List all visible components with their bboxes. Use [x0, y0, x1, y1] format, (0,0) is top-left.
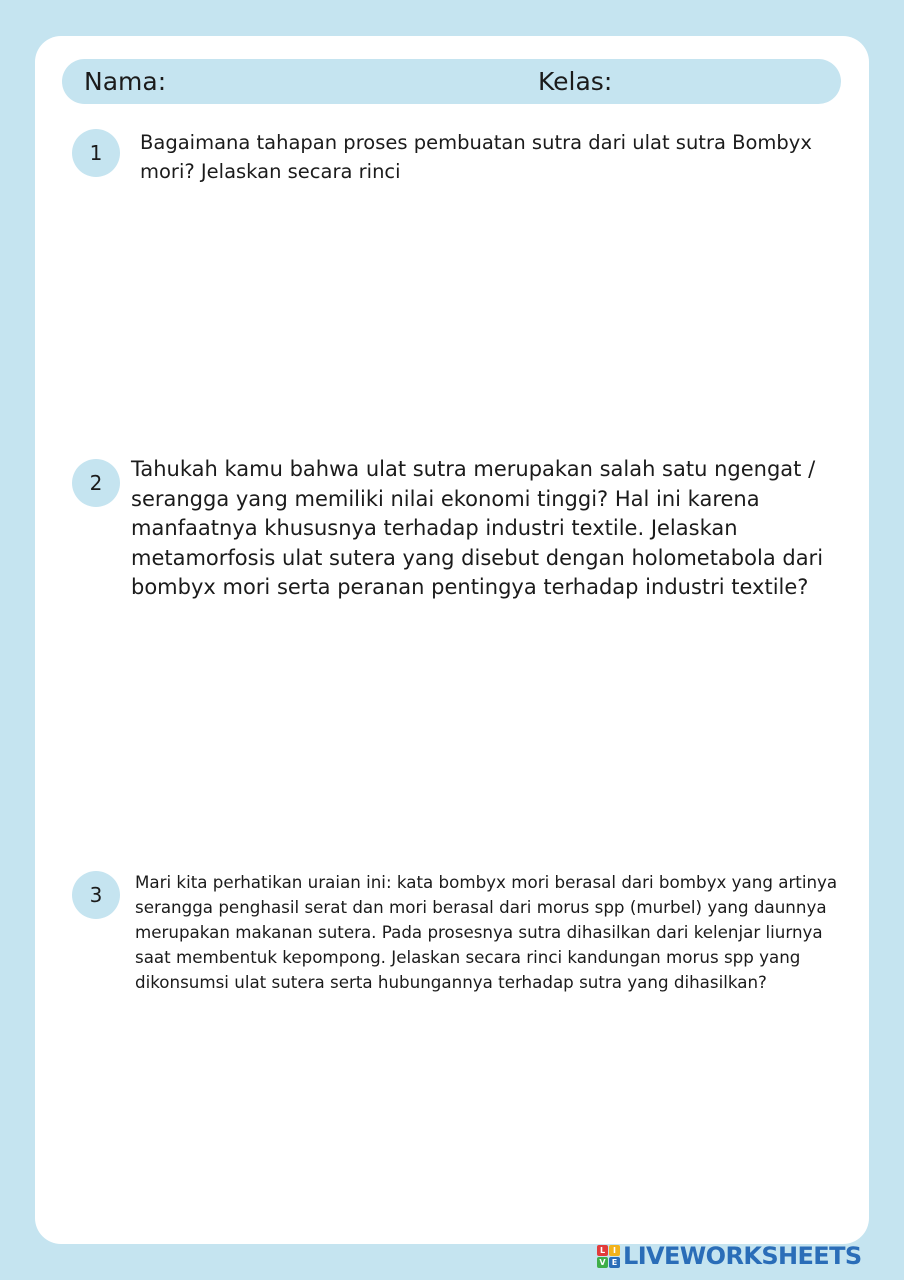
logo-icon-letter-e: E [609, 1257, 620, 1268]
question-1-number-badge: 1 [72, 129, 120, 177]
liveworksheets-logo-icon [597, 1245, 620, 1268]
logo-icon-letter-v: V [597, 1257, 608, 1268]
question-2-text: Tahukah kamu bahwa ulat sutra merupakan salah satu ngengat / serangga yang memiliki nilai ekonomi tinggi? Hal ini karena manfaatnya khususnya terhadap industri textile. Jelaskan metamorfosis ulat sutera yang disebut dengan holometabola dari bombyx mori serta peranan pentingya terhadap industri textile? [131, 457, 824, 599]
question-2-number-badge: 2 [72, 459, 120, 507]
question-3-text: Mari kita perhatikan uraian ini: kata bombyx mori berasal dari bombyx yang artinya serangga penghasil serat dan mori berasal dari morus spp (murbel) yang daunnya merupakan makanan sutera. Pada prosesnya sutra dihasilkan dari kelenjar liurnya saat membentuk kepompong. Jelaskan secara rinci kandungan morus spp yang dikonsumsi ulat sutera serta hubungannya terhadap sutra yang dihasilkan? [135, 872, 838, 992]
logo-icon-letter-l: L [597, 1245, 608, 1256]
logo-wordmark: LIVEWORKSHEETS [623, 1242, 862, 1270]
kelas-label: Kelas: [538, 67, 613, 96]
nama-label: Nama: [84, 67, 167, 96]
question-1-text: Bagaimana tahapan proses pembuatan sutra dari ulat sutra Bombyx mori? Jelaskan secara rinci [140, 131, 812, 183]
logo-icon-letter-i: I [609, 1245, 620, 1256]
worksheet-card [35, 36, 869, 1244]
liveworksheets-logo [597, 1240, 862, 1272]
question-3-number-badge: 3 [72, 871, 120, 919]
student-info-bar [62, 59, 841, 104]
